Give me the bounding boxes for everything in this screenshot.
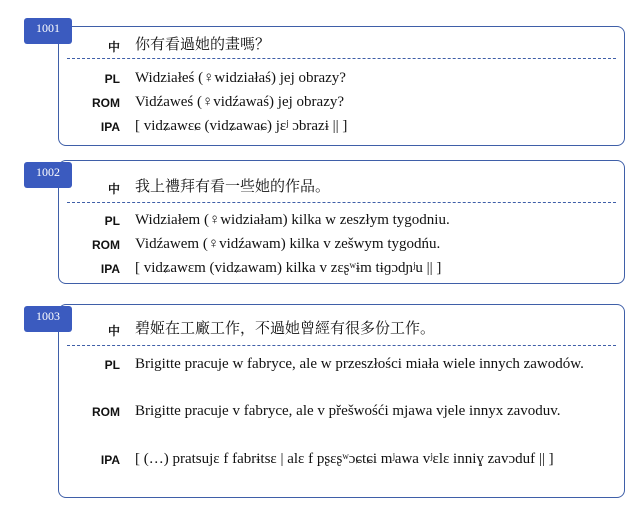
ipa-transcription: [ (…) pratsujɛ f fabrɨtsɛ | alɛ f pʂɛʂʷɔɕtɕi mʲawa vʲɛlɛ inniɣ zavɔduf || ] (135, 451, 554, 467)
pl-label: PL (104, 358, 120, 372)
chinese-label: 中 (107, 40, 120, 54)
ipa-label: IPA (100, 453, 120, 467)
divider (67, 345, 616, 346)
pl-label: PL (104, 214, 120, 228)
rom-label: ROM (92, 96, 120, 110)
polish-sentence: Widziałem (♀widziałam) kilka w zeszłym tygodniu. (135, 212, 450, 228)
ipa-label: IPA (100, 120, 120, 134)
entry-card (58, 304, 625, 498)
divider (67, 58, 616, 59)
ipa-transcription: [ vidʑawɛɕ (vidʑawaɕ) jɛʲ ɔbrazɨ || ] (135, 118, 348, 134)
chinese-sentence: 碧姬在工廠工作，不過她曾經有很多份工作。 (135, 319, 436, 337)
divider (67, 202, 616, 203)
chinese-sentence: 我上禮拜有看一些她的作品。 (135, 177, 331, 195)
entry-card (58, 26, 625, 146)
polish-sentence: Brigitte pracuje w fabryce, ale w przeszłości miała wiele innych zawodów. (135, 356, 584, 372)
ipa-label: IPA (100, 262, 120, 276)
entry-number-badge: 1001 (24, 18, 72, 44)
chinese-sentence: 你有看過她的畫嗎？ (135, 35, 271, 53)
romanization: Vidźawem (♀vidźawam) kilka v zešwym tygodńu. (135, 236, 441, 252)
romanization: Vidźaweś (♀vidźawaś) jej obrazy? (135, 94, 345, 110)
romanization: Brigitte pracuje v fabryce, ale v přešwośći mjawa vjele innyx zavoduv. (135, 403, 561, 419)
polish-sentence: Widziałeś (♀widziałaś) jej obrazy? (135, 70, 346, 86)
ipa-transcription: [ vidʑawɛm (vidʑawam) kilka v zɛʂʷɨm tɨɡɔdɲʲu || ] (135, 260, 442, 276)
entry-number-badge: 1003 (24, 306, 72, 332)
chinese-label: 中 (107, 324, 120, 338)
rom-label: ROM (92, 238, 120, 252)
pl-label: PL (104, 72, 120, 86)
entry-number-badge: 1002 (24, 162, 72, 188)
rom-label: ROM (92, 405, 120, 419)
entry-card (58, 160, 625, 284)
chinese-label: 中 (107, 182, 120, 196)
